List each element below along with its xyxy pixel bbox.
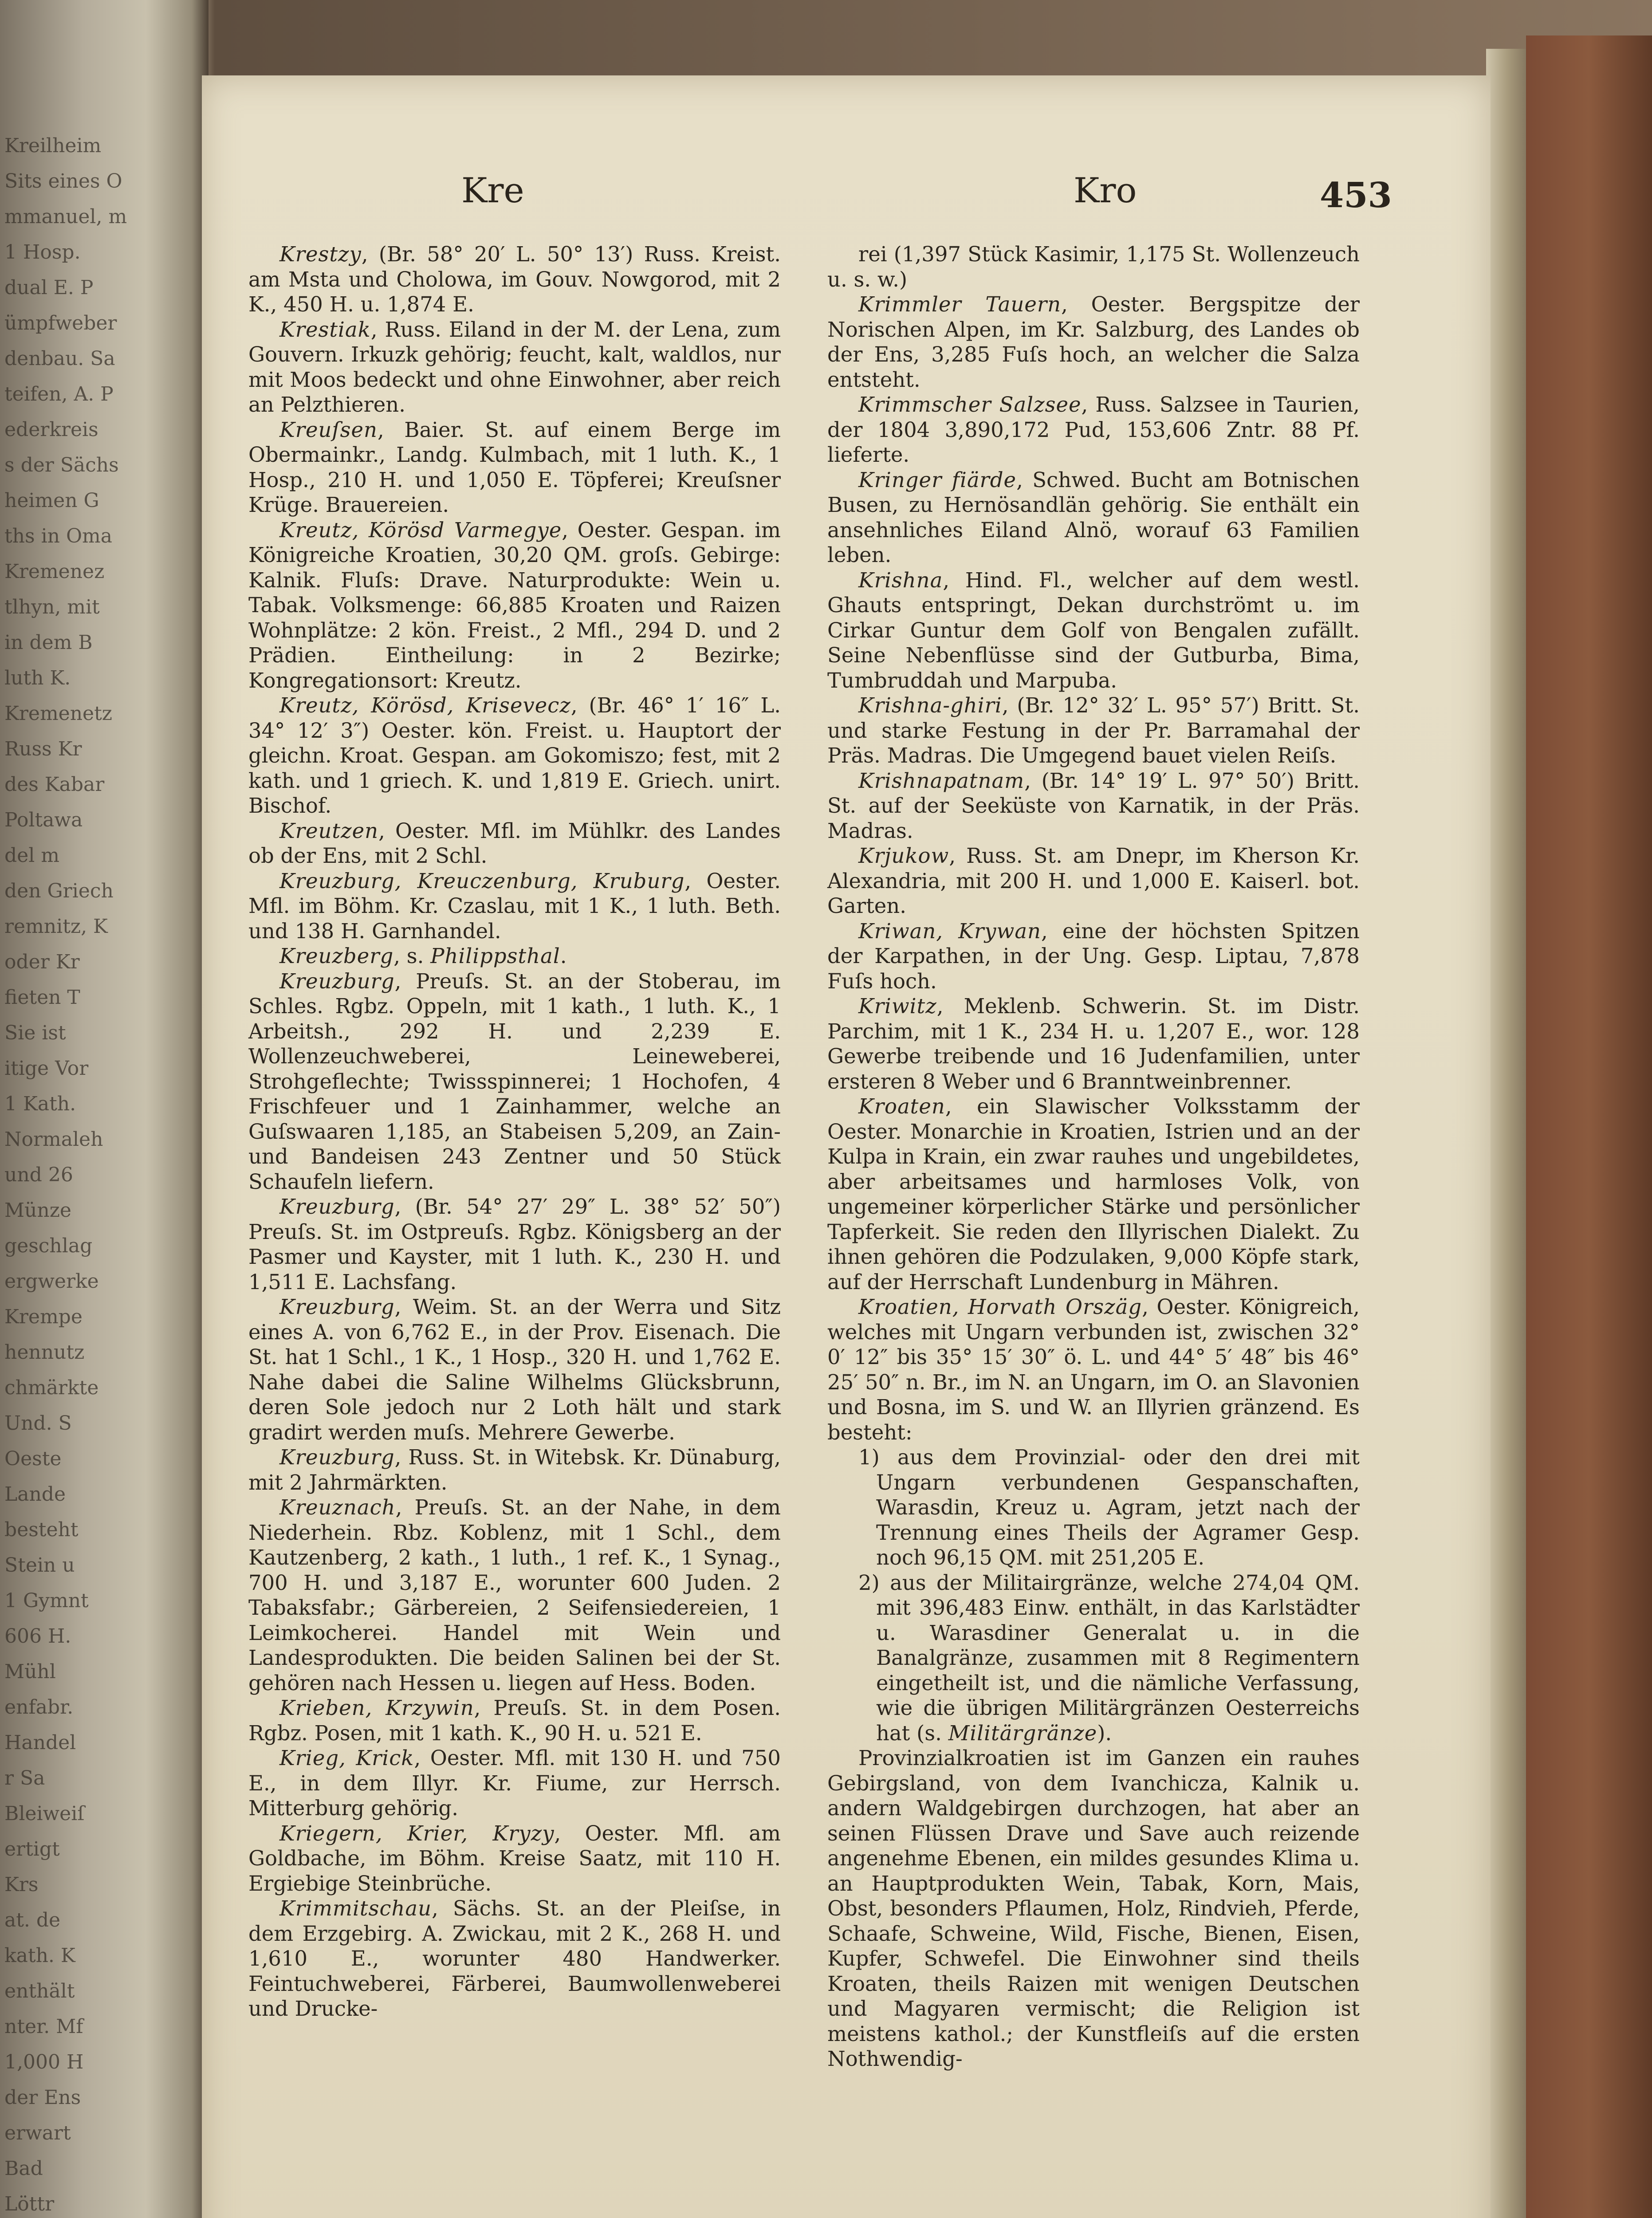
previous-page-fragment: Bleiweiſ: [4, 1802, 85, 1825]
entry-paragraph: 1) aus dem Provinzial- oder den drei mit Ungarn verbundenen Gespanschaften, Warasdin, Kreuz u. Agram, jetzt nach der Trennung eines Theils der Agramer Gesp. noch 96,15 QM. mit 251,205 E.: [858, 1445, 1360, 1569]
header-right: Kro: [1074, 171, 1137, 211]
page-number: 453: [1320, 175, 1392, 216]
previous-page-fragment: Löttr: [4, 2193, 55, 2215]
entry-paragraph: 2) aus der Militairgränze, welche 274,04 QM. mit 396,483 Einw. enthält, in das Karlstädter u. Warasdiner Generalat u. in die Banalgränze, zusammen mit 8 Regimentern eingetheilt ist, und die nämliche Verfassung, wie die übrigen Militärgränzen Oesterreichs hat (s. Militärgränze).: [858, 1570, 1360, 1745]
previous-page-fragment: s der Sächs: [4, 454, 119, 476]
previous-page-fragment: Bad: [4, 2157, 43, 2180]
header-left: Kre: [461, 171, 524, 211]
previous-page-fragment: luth K.: [4, 667, 71, 689]
previous-page-fragment: chmärkte: [4, 1376, 99, 1399]
previous-page-fragment: Kremenetz: [4, 702, 112, 725]
entry-paragraph: Kreuzberg, s. Philippsthal.: [279, 944, 567, 968]
entry-paragraph: Kriwitz, Meklenb. Schwerin. St. im Distr. Parchim, mit 1 K., 234 H. u. 1,207 E., wor. 128 Gewerbe treibende und 16 Judenfamilien, unter ersteren 8 Weber und 6 Branntweinbrenner.: [827, 994, 1360, 1093]
previous-page-strip: [0, 0, 208, 2218]
previous-page-fragment: remnitz, K: [4, 915, 108, 938]
book-cover: [1526, 35, 1652, 2218]
previous-page-fragment: ertigt: [4, 1838, 60, 1860]
previous-page-fragment: kath. K: [4, 1944, 75, 1967]
previous-page-fragment: denbau. Sa: [4, 347, 115, 370]
entry-paragraph: Kreutzen, Oester. Mfl. im Mühlkr. des Landes ob der Ens, mit 2 Schl.: [248, 818, 781, 868]
previous-page-fragment: Poltawa: [4, 809, 83, 831]
previous-page-fragment: mmanuel, m: [4, 205, 127, 228]
entry-paragraph: Krieg, Krick, Oester. Mfl. mit 130 H. und 750 E., in dem Illyr. Kr. Fiume, zur Herrsch. Mitterburg gehörig.: [248, 1746, 781, 1820]
previous-page-fragment: Und. S: [4, 1412, 72, 1435]
entry-paragraph: Kroaten, ein Slawischer Volksstamm der Oester. Monarchie in Kroatien, Istrien und an der Kulpa in Krain, ein zwar rauhes und ungebildetes, aber arbeitsames und harmloses Volk, von ungemeiner körperlicher Stärke und persönlicher Tapferkeit. Sie reden den Illyrischen Dialekt. Zu ihnen gehören die Podzulaken, 9,000 Köpfe stark, auf der Herrschaft Lundenburg in Mähren.: [827, 1094, 1360, 1294]
entry-paragraph: Kreuzburg, Kreuczenburg, Kruburg, Oester. Mfl. im Böhm. Kr. Czaslau, mit 1 K., 1 luth. Beth. und 138 H. Garnhandel.: [248, 869, 781, 943]
entry-paragraph: Krimmscher Salzsee, Russ. Salzsee in Taurien, der 1804 3,890,172 Pud, 153,606 Zntr. 88 Pf. lieferte.: [827, 393, 1360, 467]
entry-paragraph: Kriwan, Krywan, eine der höchsten Spitzen der Karpathen, in der Ung. Gesp. Liptau, 7,878 Fuſs hoch.: [827, 919, 1360, 993]
previous-page-fragment: Sits eines O: [4, 170, 122, 193]
previous-page-fragment: enthält: [4, 1980, 75, 2002]
entry-paragraph: Kreuznach, Preuſs. St. an der Nahe, in dem Niederhein. Rbz. Koblenz, mit 1 Schl., dem Kautzenberg, 2 kath., 1 luth., 1 ref. K., 1 Synag., 700 H. und 3,187 E., worunter 600 Juden. 2 Tabaksfabr.; Gärbereien, 2 Seifensiedereien, 1 Leimkocherei. Handel mit Wein und Landesprodukten. Die beiden Salinen bei der St. gehören nach Hessen u. liegen auf Hess. Boden.: [248, 1495, 781, 1695]
previous-page-fragment: der Ens: [4, 2086, 81, 2109]
entry-paragraph: Kringer fiärde, Schwed. Bucht am Botnischen Busen, zu Hernösandlän gehörig. Sie enthält ein ansehnliches Eiland Alnö, worauf 63 Familien leben.: [827, 468, 1360, 567]
entry-paragraph: Krieben, Krzywin, Preuſs. St. in dem Posen. Rgbz. Posen, mit 1 kath. K., 90 H. u. 521 E.: [248, 1696, 781, 1745]
previous-page-fragment: Lande: [4, 1483, 66, 1506]
previous-page-fragment: Krempe: [4, 1306, 83, 1328]
previous-page-fragment: des Kabar: [4, 773, 105, 796]
previous-page-fragment: teifen, A. P: [4, 383, 114, 405]
previous-page-fragment: dual E. P: [4, 276, 94, 299]
entry-paragraph: Kreutz, Körösd Varmegye, Oester. Gespan. im Königreiche Kroatien, 30,20 QM. groſs. Gebirge: Kalnik. Fluſs: Drave. Naturprodukte: Wein u. Tabak. Volksmenge: 66,885 Kroaten und Raizen Wohnplätze: 2 kön. Freist., 2 Mfl., 294 D. und 2 Prädien. Eintheilung: in 2 Bezirke; Kongregationsort: Kreutz.: [248, 518, 781, 692]
entry-paragraph: rei (1,397 Stück Kasimir, 1,175 St. Wollenzeuch u. s. w.): [827, 242, 1360, 291]
previous-page-fragment: besteht: [4, 1518, 79, 1541]
previous-page-fragment: Sie ist: [4, 1022, 66, 1044]
previous-page-fragment: hennutz: [4, 1341, 85, 1364]
previous-page-fragment: tlhyn, mit: [4, 596, 100, 618]
previous-page-fragment: ümpfweber: [4, 312, 117, 334]
previous-page-fragment: geschlag: [4, 1235, 93, 1257]
previous-page-fragment: den Griech: [4, 880, 114, 902]
previous-page-fragment: r Sa: [4, 1767, 45, 1789]
entry-paragraph: Kreuſsen, Baier. St. auf einem Berge im Obermainkr., Landg. Kulmbach, mit 1 luth. K., 1 Hosp., 210 H. und 1,050 E. Töpferei; Kreuſsner Krüge. Brauereien.: [248, 417, 781, 517]
entry-paragraph: Krishna-ghiri, (Br. 12° 32′ L. 95° 57′) Britt. St. und starke Festung in der Pr. Barramahal der Präs. Madras. Die Umgegend bauet vielen Reiſs.: [827, 693, 1360, 767]
previous-page-fragment: at. de: [4, 1909, 61, 1931]
previous-page-fragment: Kreilheim: [4, 134, 102, 157]
right-column: [827, 242, 1360, 2072]
entry-paragraph: Kroatien, Horvath Orszäg, Oester. Königreich, welches mit Ungarn verbunden ist, zwischen 32° 0′ 12″ bis 35° 15′ 30″ ö. L. und 44° 5′ 48″ bis 46° 25′ 50″ n. Br., im N. an Ungarn, im O. an Slavonien und Bosna, im S. und W. an Illyrien gränzend. Es besteht:: [827, 1295, 1360, 1444]
previous-page-fragment: Oeste: [4, 1447, 62, 1470]
entry-paragraph: Kriegern, Krier, Kryzy, Oester. Mfl. am Goldbache, im Böhm. Kreise Saatz, mit 110 H. Ergiebige Steinbrüche.: [248, 1821, 781, 1896]
previous-page-fragment: enfabr.: [4, 1696, 74, 1719]
previous-page-fragment: 606 H.: [4, 1625, 71, 1648]
previous-page-fragment: del m: [4, 844, 59, 867]
previous-page-fragment: Handel: [4, 1731, 76, 1754]
entry-paragraph: Krjukow, Russ. St. am Dnepr, im Kherson Kr. Alexandria, mit 200 H. und 1,000 E. Kaiserl. bot. Garten.: [827, 844, 1360, 918]
previous-page-fragment: fieten T: [4, 986, 80, 1009]
previous-page-fragment: Mühl: [4, 1660, 56, 1683]
previous-page-fragment: nter. Mf: [4, 2015, 83, 2038]
entry-paragraph: Krestiak, Russ. Eiland in der M. der Lena, zum Gouvern. Irkuzk gehörig; feucht, kalt, waldlos, nur mit Moos bedeckt und ohne Einwohner, aber reich an Pelzthieren.: [248, 317, 781, 417]
left-column: [248, 242, 781, 2021]
previous-page-fragment: 1 Kath.: [4, 1093, 76, 1115]
previous-page-fragment: ergwerke: [4, 1270, 99, 1293]
previous-page-fragment: Russ Kr: [4, 738, 82, 760]
entry-paragraph: Krishnapatnam, (Br. 14° 19′ L. 97° 50′) Britt. St. auf der Seeküste von Karnatik, in der Präs. Madras.: [827, 768, 1360, 843]
previous-page-fragment: itige Vor: [4, 1057, 89, 1080]
entry-paragraph: Krestzy, (Br. 58° 20′ L. 50° 13′) Russ. Kreist. am Msta und Cholowa, im Gouv. Nowgorod, mit 2 K., 450 H. u. 1,874 E.: [248, 242, 781, 316]
entry-paragraph: Kreuzburg, Preuſs. St. an der Stoberau, im Schles. Rgbz. Oppeln, mit 1 kath., 1 luth. K., 1 Arbeitsh., 292 H. und 2,239 E. Wollenzeuchweberei, Leineweberei, Strohgeflechte; Twissspinnerei; 1 Hochofen, 4 Frischfeuer und 1 Zainhammer, welche an Guſswaaren 1,185, an Stabeisen 5,209, an Zain- und Bandeisen 243 Zentner und 50 Stück Schaufeln liefern.: [248, 969, 781, 1194]
previous-page-fragment: erwart: [4, 2122, 71, 2144]
entry-paragraph: Kreuzburg, (Br. 54° 27′ 29″ L. 38° 52′ 50″) Preuſs. St. im Ostpreuſs. Rgbz. Königsberg an der Pasmer und Kayster, mit 1 luth. K., 230 H. und 1,511 E. Lachsfang.: [248, 1195, 781, 1294]
previous-page-fragment: in dem B: [4, 631, 93, 654]
entry-paragraph: Kreuzburg, Weim. St. an der Werra und Sitz eines A. von 6,762 E., in der Prov. Eisenach. Die St. hat 1 Schl., 1 K., 1 Hosp., 320 H. und 1,762 E. Nahe dabei die Saline Wilhelms Glücksbrunn, deren Sole jedoch nur 2 Loth hält und stark gradirt werden muſs. Mehrere Gewerbe.: [248, 1295, 781, 1444]
previous-page-fragment: ederkreis: [4, 418, 98, 441]
previous-page-fragment: 1 Hosp.: [4, 241, 81, 263]
previous-page-fragment: 1,000 H: [4, 2051, 84, 2073]
previous-page-fragment: Krs: [4, 1873, 39, 1896]
entry-paragraph: Krishna, Hind. Fl., welcher auf dem westl. Ghauts entspringt, Dekan durchströmt u. im Cirkar Guntur dem Golf von Bengalen zufällt. Seine Nebenflüsse sind der Gutburba, Bima, Tumbruddah und Marpuba.: [827, 568, 1360, 692]
previous-page-fragment: ths in Oma: [4, 525, 113, 547]
entry-paragraph: Krimmler Tauern, Oester. Bergspitze der Norischen Alpen, im Kr. Salzburg, des Landes ob der Ens, 3,285 Fuſs hoch, an welcher die Salza entsteht.: [827, 292, 1360, 392]
previous-page-fragment: Stein u: [4, 1554, 75, 1577]
previous-page-fragment: und 26: [4, 1164, 73, 1186]
entry-paragraph: Kreutz, Körösd, Krisevecz, (Br. 46° 1′ 16″ L. 34° 12′ 3″) Oester. kön. Freist. u. Hauptort der gleichn. Kroat. Gespan. am Gokomiszo; fest, mit 2 kath. und 1 griech. K. und 1,819 E. Griech. unirt. Bischof.: [248, 693, 781, 818]
previous-page-fragment: Normaleh: [4, 1128, 103, 1151]
previous-page-fragment: 1 Gymnt: [4, 1589, 89, 1612]
entry-paragraph: Krimmitschau, Sächs. St. an der Pleiſse, in dem Erzgebirg. A. Zwickau, mit 2 K., 268 H. und 1,610 E., worunter 480 Handwerker. Feintuchweberei, Färberei, Baumwollenweberei und Drucke-: [248, 1896, 781, 2021]
previous-page-fragment: Kremenez: [4, 560, 105, 583]
previous-page-fragment: heimen G: [4, 489, 99, 512]
previous-page-fragment: Münze: [4, 1199, 71, 1222]
entry-paragraph: Provinzialkroatien ist im Ganzen ein rauhes Gebirgsland, von dem Ivanchicza, Kalnik u. andern Waldgebirgen durchzogen, hat aber an seinen Flüssen Drave und Save auch reizende angenehme Ebenen, ein mildes gesundes Klima u. an Hauptprodukten Wein, Tabak, Korn, Mais, Obst, besonders Pflaumen, Holz, Rindvieh, Pferde, Schaafe, Schweine, Wild, Fische, Bienen, Eisen, Kupfer, Schwefel. Die Einwohner sind theils Kroaten, theils Raizen mit wenigen Deutschen und Magyaren vermischt; die Religion ist meistens kathol.; der Kunstfleiſs auf die ersten Nothwendig-: [827, 1746, 1360, 2071]
entry-paragraph: Kreuzburg, Russ. St. in Witebsk. Kr. Dünaburg, mit 2 Jahrmärkten.: [248, 1445, 781, 1494]
previous-page-fragment: oder Kr: [4, 951, 80, 973]
